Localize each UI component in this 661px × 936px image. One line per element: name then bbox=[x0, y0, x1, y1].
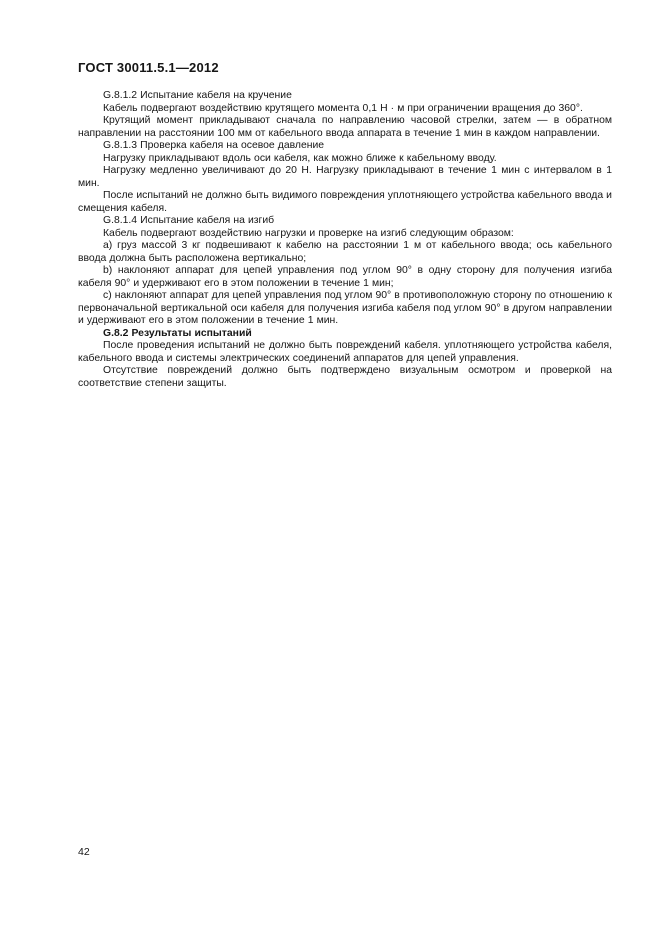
clause-heading-results: G.8.2 Результаты испытаний bbox=[103, 327, 252, 339]
list-item-c: c) наклоняют аппарат для цепей управления под углом 90° в противоположную сторону по отношению к первоначальной вертикальной оси кабеля для получения изгиба кабеля под углом 90° в другом направлении и удерживают его в этом положении в течение 1 мин. bbox=[78, 290, 612, 326]
paragraph: Кабель подвергают воздействию крутящего момента 0,1 Н · м при ограничении вращения до 360°. bbox=[103, 102, 583, 114]
clause-heading: G.8.1.4 Испытание кабеля на изгиб bbox=[103, 215, 275, 226]
paragraph: Крутящий момент прикладывают сначала по направлению часовой стрелки, затем — в обратном направлении на расстоянии 100 мм от кабельного ввода аппарата в течение 1 мин в каждом направлении. bbox=[78, 115, 612, 139]
paragraph: Отсутствие повреждений должно быть подтверждено визуальным осмотром и проверкой на соответствие степени защиты. bbox=[78, 365, 612, 389]
paragraph: После испытаний не должно быть видимого повреждения уплотняющего устройства кабельного ввода и смещения кабеля. bbox=[78, 190, 612, 214]
paragraph: После проведения испытаний не должно быть повреждений кабеля. уплотняющего устройства кабеля, кабельного ввода и системы электрических соединений аппаратов для цепей управления. bbox=[78, 340, 612, 364]
list-item-a: a) груз массой 3 кг подвешивают к кабелю на расстоянии 1 м от кабельного ввода; ось кабельного ввода должна быть расположена вертикально; bbox=[78, 240, 612, 264]
clause-heading: G.8.1.3 Проверка кабеля на осевое давление bbox=[103, 140, 325, 151]
list-item-b: b) наклоняют аппарат для цепей управления под углом 90° в одну сторону для получения изгиба кабеля 90° и удерживают его в этом положении в течение 1 мин; bbox=[78, 265, 612, 289]
paragraph: Нагрузку прикладывают вдоль оси кабеля, как можно ближе к кабельному вводу. bbox=[103, 152, 497, 164]
paragraph: Кабель подвергают воздействию нагрузки и проверке на изгиб следующим образом: bbox=[103, 227, 514, 239]
clause-heading: G.8.1.2 Испытание кабеля на кручение bbox=[103, 90, 292, 101]
page-number: 42 bbox=[78, 846, 90, 858]
paragraph: Нагрузку медленно увеличивают до 20 Н. Нагрузку прикладывают в течение 1 мин с интервалом в 1 мин. bbox=[78, 165, 612, 189]
document-header-standard-number: ГОСТ 30011.5.1—2012 bbox=[78, 60, 219, 75]
document-body bbox=[78, 90, 612, 390]
